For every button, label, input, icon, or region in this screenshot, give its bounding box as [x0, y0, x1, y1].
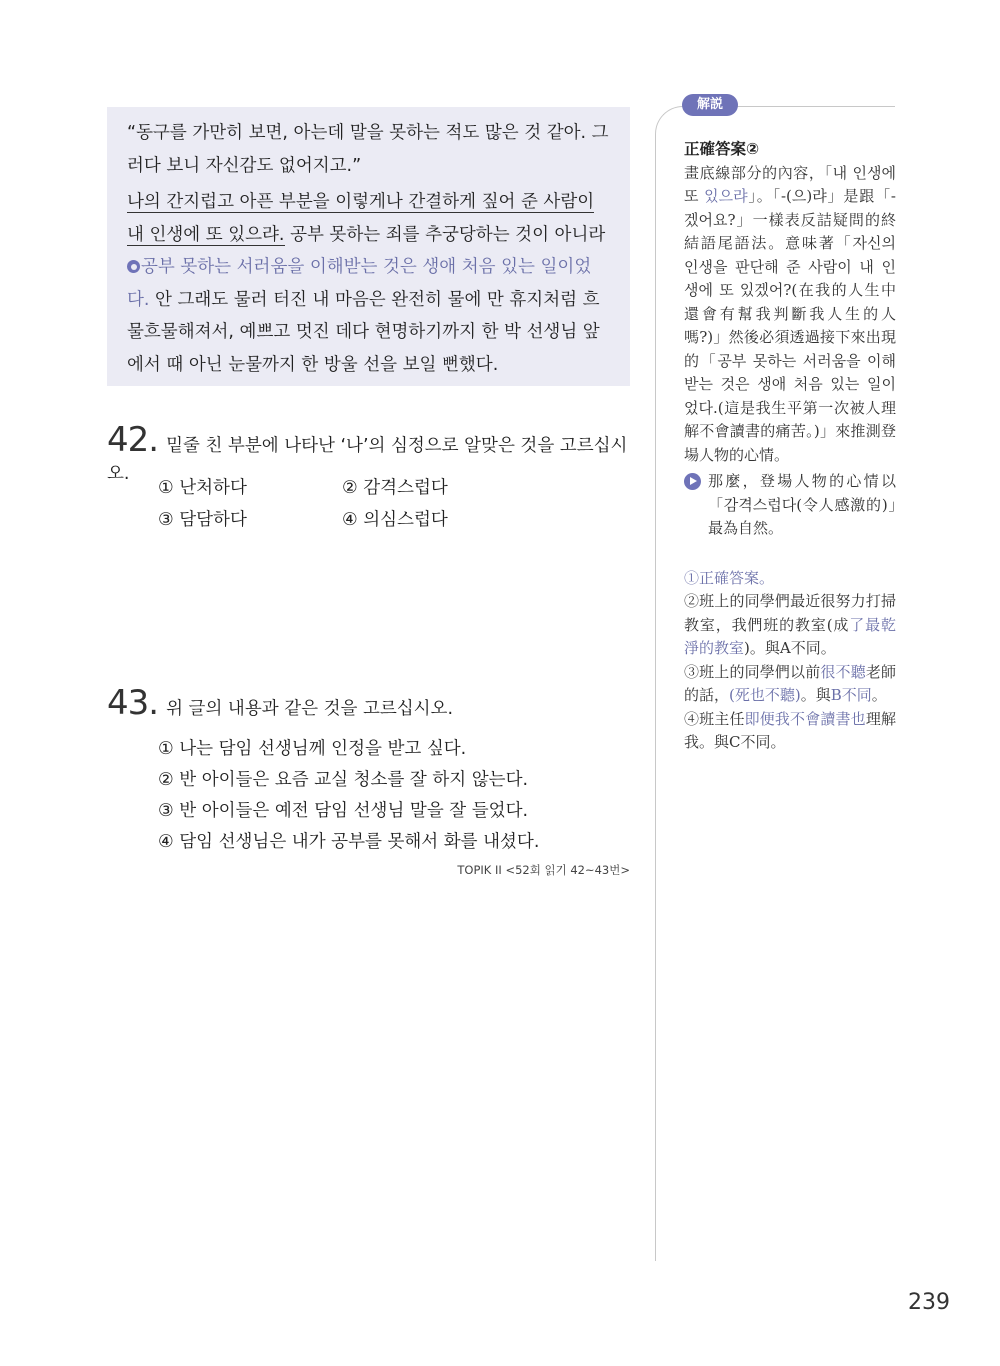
circle-marker-icon	[127, 260, 140, 273]
underlined-text: 나의 간지럽고 아픈 부분을 이렇게나 간결하게 짚어 준 사람이 내 인생에 또 있으랴.	[127, 192, 595, 245]
option-explanation-4: ④班主任即便我不會讀書也理解我。與C不同。	[684, 709, 896, 751]
reading-passage	[107, 107, 630, 386]
option-4[interactable]: ④ 의심스럽다	[342, 510, 448, 530]
option-explanation-2: ②班上的同學們最近很努力打掃教室，我們班的教室(成了最乾淨的教室)。與A不同。	[684, 592, 896, 657]
arrow-right-icon	[684, 473, 701, 490]
option-2[interactable]: ② 반 아이들은 요즘 교실 청소를 잘 하지 않는다.	[158, 770, 529, 790]
option-2[interactable]: ② 감격스럽다	[342, 478, 448, 498]
option-3[interactable]: ③ 반 아이들은 예전 담임 선생님 말을 잘 들었다.	[158, 801, 529, 821]
highlighted-text: 공부 못하는 서러움을 이해받는 것은 생애 처음 있는 일이었다.	[127, 257, 592, 310]
question-text: 밑줄 친 부분에 나타난 ‘나’의 심정으로 알맞은 것을 고르십시오.	[107, 436, 628, 484]
explanation-text: 畫底線部分的內容，「내 인생에 또 있으랴」。「-(으)랴」是跟「-겠어요?」一樣表反詰疑問的終結語尾語法。意味著「자신의 인생을 판단해 준 사람이 내 인생에 또 있겠어?(在我的人生中還會有幫我判斷我人生的人嗎?)」然後必須透過接下來出現的「공부 못하는 서러움을 이해받는 것은 생애 처음 있는 일이었다.(這是我生平第一次被人理解不會讀書的痛苦。)」來推測登場人物的心情。	[684, 163, 896, 464]
answer-heading: 正確答案②	[684, 140, 760, 158]
page-number: 239	[908, 1290, 950, 1315]
question-number: 43.	[107, 683, 159, 723]
question-text: 위 글의 내용과 같은 것을 고르십시오.	[166, 699, 454, 719]
option-1[interactable]: ① 난처하다	[158, 478, 247, 498]
option-3[interactable]: ③ 담담하다	[158, 510, 247, 530]
conclusion: 那麼，登場人物的心情以「감격스럽다(令人感激的)」最為自然。	[684, 470, 896, 541]
option-explanation-1: ①正確答案。	[684, 568, 775, 587]
passage-quote: “동구를 가만히 보면, 아는데 말을 못하는 적도 많은 것 같아. 그러다 보니 자신감도 없어지고.”	[127, 123, 609, 176]
passage-body: 나의 간지럽고 아픈 부분을 이렇게나 간결하게 짚어 준 사람이 내 인생에 또 있으랴. 공부 못하는 죄를 추궁당하는 것이 아니라 공부 못하는 서러움을 이해받는 것은 생애 처음 있는 일이었다. 안 그래도 물러 터진 내 마음은 완전히 물에 만 휴지처럼 흐물흐물해져서, 예쁘고 멋진 데다 현명하기까지 한 박 선생님 앞에서 때 아닌 눈물까지 한 방울 선을 보일 뻔했다.	[127, 192, 606, 375]
source-citation: TOPIK II <52회 읽기 42~43번>	[457, 863, 630, 877]
question-43	[107, 683, 637, 723]
option-explanation-3: ③班上的同學們以前很不聽老師的話，(死也不聽)。與B不同。	[684, 662, 896, 704]
explanation-badge: 解説	[682, 94, 738, 116]
option-1[interactable]: ① 나는 담임 선생님께 인정을 받고 싶다.	[158, 739, 467, 759]
option-4[interactable]: ④ 담임 선생님은 내가 공부를 못해서 화를 내셨다.	[158, 832, 540, 852]
explanation-panel	[684, 138, 896, 755]
question-number: 42.	[107, 420, 159, 460]
